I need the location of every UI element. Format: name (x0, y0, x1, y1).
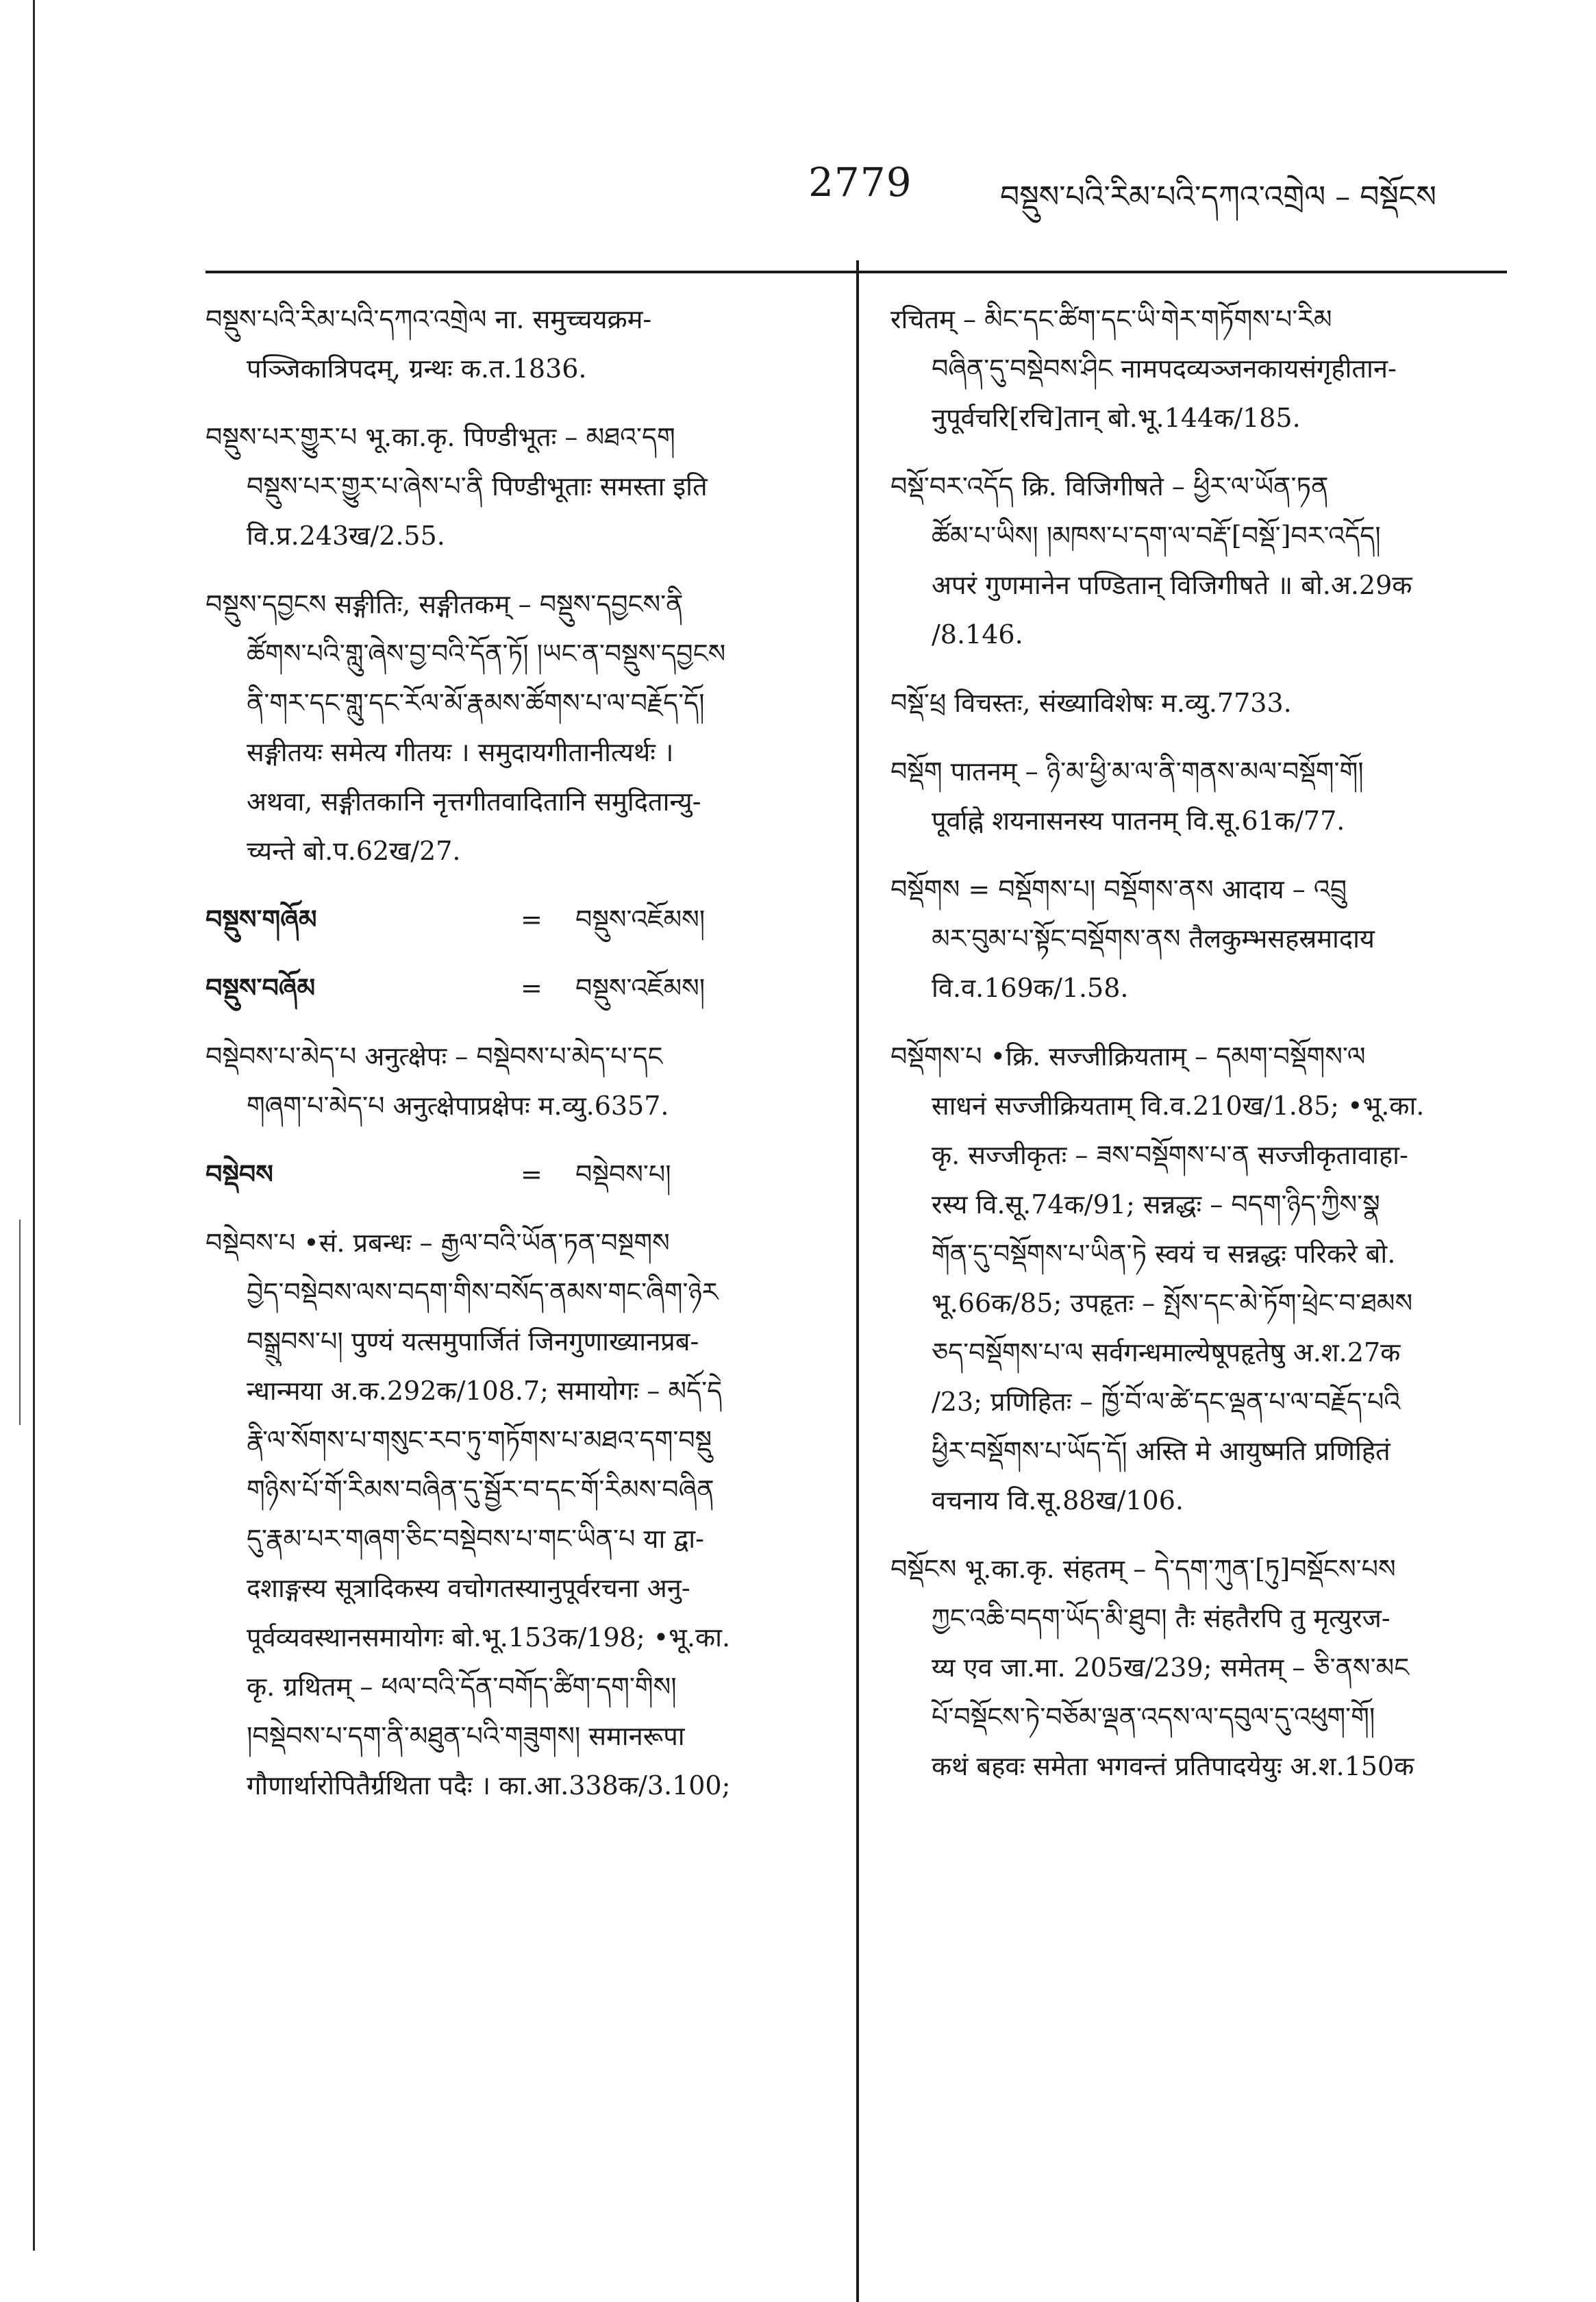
entry-text-line: पूर्वव्यवस्थानसमायोगः बो.भू.153क/198; •भू.का. (247, 1622, 731, 1653)
binding-margin-line (33, 0, 35, 2251)
entry-text-line: བསྡུས་པར་གྱུར་པ་ཞེས་པ་ནི पिण्डीभूताः समस्ता इति (247, 471, 708, 502)
xref-target: བསྡུས་འཇོམས། (575, 973, 706, 1003)
xref-target: བསྡུས་འཇོམས། (575, 904, 706, 935)
entry-text-line: सङ्गीतयः समेत्य गीतयः । समुदायगीतानीत्यर्थः । (247, 737, 674, 767)
entry-text-line: /23; प्रणिहितः – ཁྱོ་བོ་ལ་ཚེ་དང་ལྡན་པ་ལ་བརྗོད་པའི (932, 1387, 1401, 1417)
xref-lemma: བསྡུས་བཞོམ (205, 972, 316, 1003)
entry-text-line: བྱེད་བསྡེབས་ལས་བདག་གིས་བསོད་ནམས་གང་ཞིག་ཉེར (247, 1277, 719, 1307)
dictionary-entry (205, 963, 836, 1013)
dictionary-entry (890, 678, 1507, 728)
entry-headword-line: བསྡོ་བར་འདོད क्रि. विजिगीषते – ཕྱིར་ལ་ཡོན་ཏན (890, 471, 1329, 502)
entry-text-line: ནི་གར་དང་གླུ་དང་རོལ་མོ་རྣམས་ཚོགས་པ་ལ་བརྗོད་དོ། (247, 688, 705, 718)
entry-text-line: साधनं सज्जीक्रियताम् वि.व.210ख/1.85; •भू.का. (932, 1091, 1425, 1121)
entry-text-line: भू.66क/85; उपहृतः – སྤོས་དང་མེ་ཏོག་ཕྲེང་བ་ཐམས (932, 1288, 1413, 1318)
entry-text-line: ཕྱིར་བསྡོགས་པ་ཡོད་དོ། अस्ति मे आयुष्मति प्रणिहितं (932, 1436, 1391, 1466)
entry-text-line: च्यन्ते बो.प.62ख/27. (247, 836, 461, 866)
dictionary-entry (205, 895, 836, 944)
entry-text-line: दशाङ्गस्य सूत्रादिकस्य वचोगतस्यानुपूर्वरचना अनु- (247, 1573, 690, 1603)
right-column (890, 295, 1507, 1810)
dictionary-entry (890, 295, 1507, 443)
entry-headword-line: བསྡོ་ཕྲ विचस्तः, संख्याविशेषः म.व्यु.7733. (890, 688, 1292, 718)
dictionary-entry (205, 295, 836, 393)
entry-text-line: གཞག་པ་མེད་པ अनुत्क्षेपाप्रक्षेपः म.व्यु.6357. (247, 1091, 669, 1121)
entry-text-line: न्धान्मया अ.क.292क/108.7; समायोगः – མདོ་དེ (247, 1376, 723, 1406)
xref-target: བསྡེབས་པ། (575, 1159, 671, 1189)
running-title: བསྡུས་པའི་རིམ་པའི་དཀའ་འགྲེལ – བསྡོངས (1000, 180, 1436, 214)
xref-eq: = (521, 973, 543, 1003)
entry-text-line: रस्य वि.सू.74क/91; सन्नद्धः – བདག་ཉིད་ཀྱིས་སྣ (932, 1189, 1380, 1220)
entry-text-line: कथं बहवः समेता भगवन्तं प्रतिपादयेयुः अ.श.150क (932, 1751, 1414, 1781)
entry-headword-line: བསྡུས་པར་གྱུར་པ भू.का.कृ. पिण्डीभूतः – མཐའ་དག (205, 422, 675, 452)
entry-text-line: རྣི་ལ་སོགས་པ་གསུང་རབ་ཏུ་གཏོགས་པ་མཐའ་དག་བསྡུ (247, 1425, 712, 1455)
entry-text-line: དུ་རྣམ་པར་གཞག་ཅིང་བསྡེབས་པ་གང་ཡིན་པ या द्वा- (247, 1524, 704, 1554)
entry-text-line: ཅད་བསྡོགས་པ་ལ सर्वगन्धमाल्येषूपहृतेषु अ.श.27क (932, 1337, 1401, 1367)
cross-reference-row (205, 1150, 836, 1199)
entry-text-line: བསྒྲུབས་པ། पुण्यं यत्समुपार्जितं जिनगुणाख्यानप्रब- (247, 1326, 699, 1357)
entry-text-line: པོ་བསྡོངས་ཏེ་བཅོམ་ལྡན་འདས་ལ་དབུལ་དུ་འཕུག་གོ། (932, 1702, 1375, 1732)
entry-text-line: य्य एव जा.मा. 205ख/239; समेतम् – ཅི་ནས་མང (932, 1653, 1410, 1683)
left-column (205, 295, 836, 1829)
column-divider (856, 260, 859, 2302)
dictionary-entry (890, 747, 1507, 845)
entry-headword-line: रचितम् – མིང་དང་ཚིག་དང་ཡི་གེར་གཏོགས་པ་རིམ (890, 304, 1332, 334)
dictionary-entry (205, 1150, 836, 1199)
entry-text-line: གཉིས་པོ་གོ་རིམས་བཞིན་དུ་སྦྱོར་བ་དང་གོ་རིམས་བཞིན (247, 1474, 714, 1505)
xref-lemma: བསྡེབས (205, 1159, 273, 1189)
entry-text-line: བཞིན་དུ་བསྡེབས་ཤིང नामपदव्यञ्जनकायसंगृहीतान- (932, 354, 1397, 384)
dictionary-entry (890, 1544, 1507, 1791)
entry-text-line: गौणार्थारोपितैर्ग्रथिता पदैः । का.आ.338क/3.100; (247, 1770, 731, 1800)
cross-reference-row (205, 963, 836, 1013)
entry-headword-line: བསྡོག पातनम् – ཉི་མ་ཕྱི་མ་ལ་ནི་གནས་མལ་བསྡོག་གོ། (890, 756, 1364, 787)
dictionary-entry (890, 865, 1507, 1013)
entry-text-line: अथवा, सङ्गीतकानि नृत्तगीतवादितानि समुदितान्यु- (247, 787, 701, 817)
entry-text-line: कृ. सज्जीकृतः – ཟས་བསྡོགས་པ་ན सज्जीकृतावाहा- (932, 1140, 1408, 1170)
dictionary-entry (890, 1032, 1507, 1525)
xref-eq: = (521, 1159, 543, 1189)
entry-headword-line: བསྡེབས་པ་མེད་པ अनुत्क्षेपः – བསྡེབས་པ་མེད་པ་དང (205, 1041, 663, 1072)
entry-text-line: नुपूर्वचरि[रचि]तान् बो.भू.144क/185. (932, 403, 1301, 433)
dictionary-entry (890, 462, 1507, 659)
entry-text-line: वि.प्र.243ख/2.55. (247, 521, 445, 551)
entry-text-line: पूर्वाह्ने शयनासनस्य पातनम् वि.सू.61क/77. (932, 806, 1345, 836)
entry-text-line: वि.व.169क/1.58. (932, 973, 1129, 1003)
entry-text-line: अपरं गुणमानेन पण्डितान् विजिगीषते ॥ बो.अ.29क (932, 570, 1412, 600)
entry-headword-line: བསྡོངས भू.का.कृ. संहतम् – དེ་དག་ཀུན་[ཏུ]བསྡོངས་པས (890, 1554, 1396, 1584)
dictionary-entry (205, 1218, 836, 1810)
entry-text-line: ཚོམ་པ་ཡིས། །མཁས་པ་དག་ལ་བརྡོ་[བསྡོ་]བར་འདོད། (932, 521, 1381, 551)
dictionary-entry (205, 1032, 836, 1130)
entry-text-line: वचनाय वि.सू.88ख/106. (932, 1485, 1184, 1515)
entry-text-line: ཚོགས་པའི་གླུ་ཞེས་བྱ་བའི་དོན་ཏོ། །ཡང་ན་བསྡུས་དབྱངས (247, 639, 726, 669)
entry-text-line: पञ्जिकात्रिपदम्, ग्रन्थः क.त.1836. (247, 354, 587, 384)
entry-text-line: ཀྱང་འཆི་བདག་ཡོད་མི་ཐུབ། तैः संहतैरपि तु मृत्युरज- (932, 1603, 1391, 1633)
entry-headword-line: བསྡོགས = བསྡོགས་པ། བསྡོགས་ནས आदाय – འབྲུ (890, 874, 1347, 904)
page-number: 2779 (808, 159, 912, 206)
entry-headword-line: བསྡུས་དབྱངས सङ्गीतिः, सङ्गीतकम् – བསྡུས་དབྱངས་ནི (205, 589, 684, 619)
entry-text-line: གོན་དུ་བསྡོགས་པ་ཡིན་ཏེ स्वयं च सन्नद्धः परिकरे बो. (932, 1239, 1396, 1269)
xref-eq: = (521, 904, 543, 935)
entry-headword-line: བསྡོགས་པ •क्रि. सज्जीक्रियताम् – དམག་བསྡོགས་ལ (890, 1041, 1366, 1072)
dictionary-entry (205, 412, 836, 560)
dictionary-entry (205, 580, 836, 876)
entry-headword-line: བསྡུས་པའི་རིམ་པའི་དཀའ་འགྲེལ ना. समुच्चयक्रम- (205, 304, 652, 334)
entry-text-line: །བསྡེབས་པ་དག་ནི་མཐུན་པའི་གཟུགས། समानरूपा (247, 1721, 685, 1751)
cross-reference-row (205, 895, 836, 944)
entry-text-line: མར་བུམ་པ་སྟོང་བསྡོགས་ནས तैलकुम्भसहस्रमादाय (932, 924, 1375, 954)
entry-headword-line: བསྡེབས་པ •सं. प्रबन्धः – རྒྱལ་བའི་ཡོན་ཏན་བསྔགས (205, 1228, 670, 1258)
margin-mark (19, 1220, 21, 1425)
xref-lemma: བསྡུས་གཞོམ (205, 904, 317, 935)
entry-text-line: /8.146. (932, 619, 1023, 649)
entry-text-line: कृ. ग्रथितम् – ཕལ་བའི་དོན་བགོད་ཚིག་དག་གིས། (247, 1672, 677, 1702)
